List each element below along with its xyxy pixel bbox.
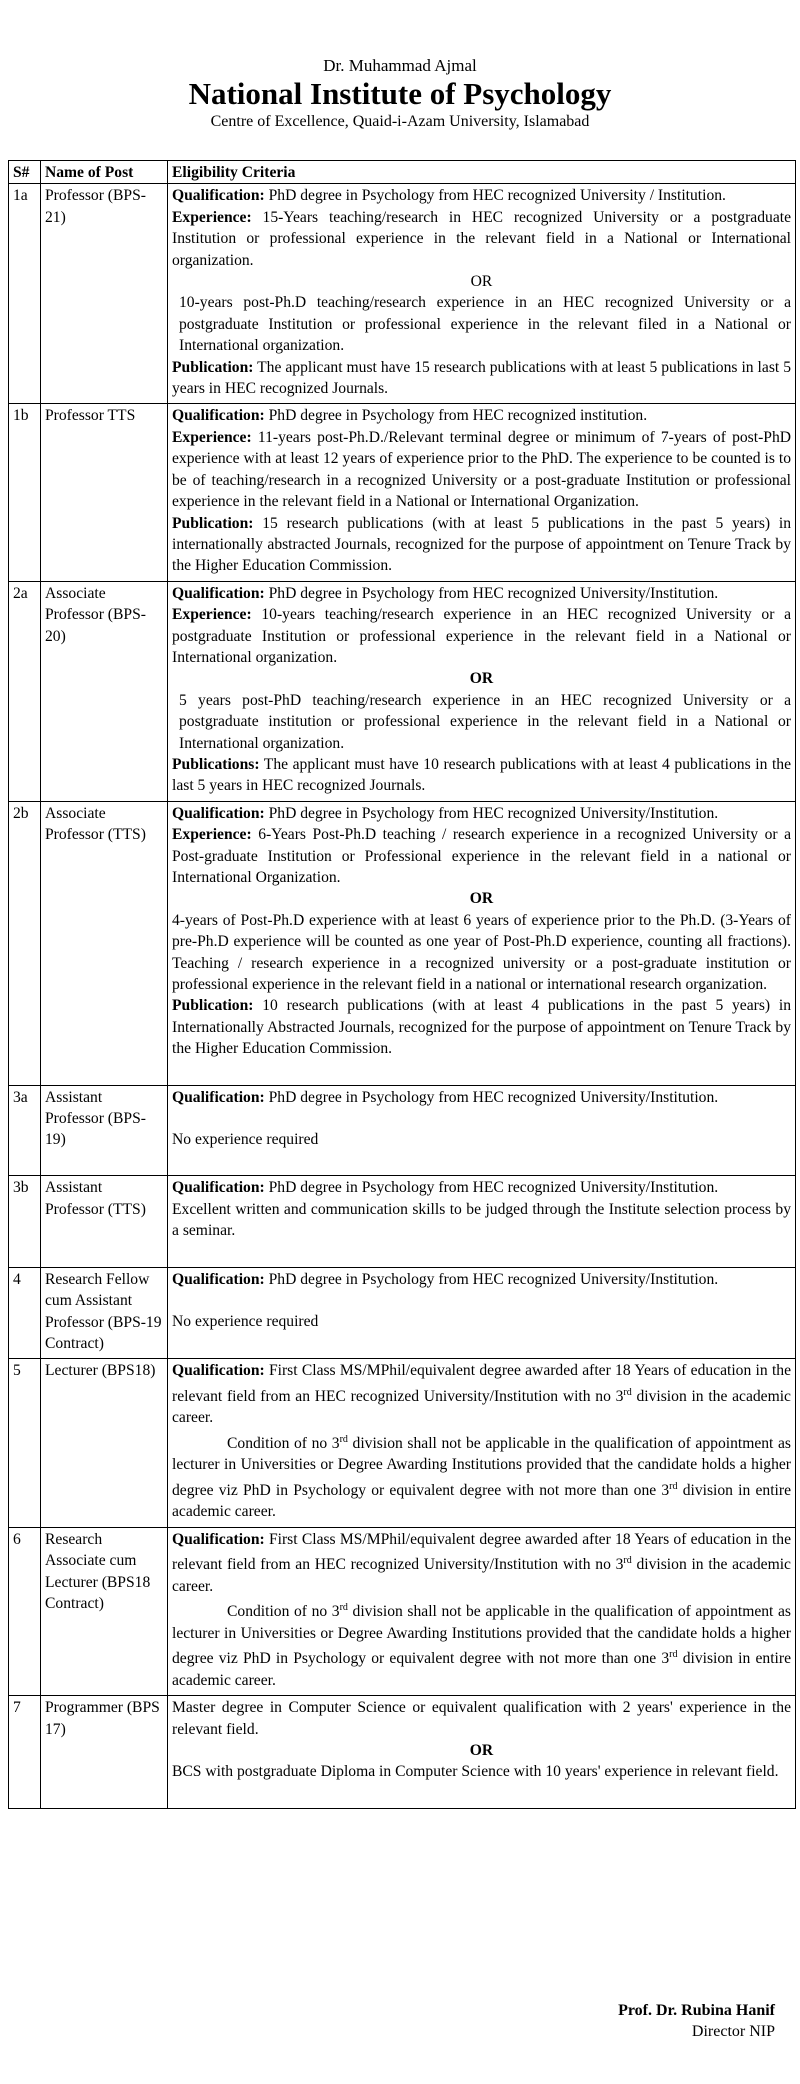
publications-text: Publications: The applicant must have 10 research publications with at least 4 publications in the last 5 years in HEC recognized Journals. [172,755,791,795]
qualification-text: Qualification: PhD degree in Psychology from HEC recognized University/Institution. [172,1088,719,1106]
qualification-text: Qualification: PhD degree in Psychology from HEC recognized University/Institution. [172,1270,719,1288]
experience-text: Experience: 11-years post-Ph.D./Relevant terminal degree or minimum of 7-years of post-PhD experience with at least 12 years of experience prior to the PhD. The experience to be counted is to be of teaching/research in a recognized University or a post-graduate Institution or professional experience in the relevant field in a National or International Organization. [172,428,791,511]
experience-text: Experience: 6-Years Post-Ph.D teaching / research experience in a recognized University or a Post-graduate Institution or Professional experience in the relevant field in a national or International Organization. [172,826,791,886]
experience-text: Experience: 15-Years teaching/research in HEC recognized University or a postgraduate Institution or professional experience in the relevant field in a National or International organization. [172,208,791,269]
requirement-alt-text: BCS with postgraduate Diploma in Computer Science with 10 years' experience in relevant field. [172,1763,779,1781]
row-criteria [168,184,796,404]
row-sno: 2b [9,801,41,1085]
header-sno: S# [9,161,41,184]
eligibility-table [8,160,796,1809]
row-sno: 3b [9,1176,41,1267]
table-header-row [9,161,796,184]
row-criteria [168,1527,796,1695]
alternative-experience: 4-years of Post-Ph.D experience with at least 6 years of experience prior to the Ph.D. (3-Years of pre-Ph.D experience will be counted as one year of Post-Ph.D experience, counting all fractions). Teaching / research experience in a recognized university or a post-graduate institution or professional experience in the relevant field in a national or international research organization. [172,911,791,994]
qualification-text: Qualification: First Class MS/MPhil/equivalent degree awarded after 18 Years of education in the relevant field from an HEC recognized University/Institution with no 3rd division in the academic career. [172,1362,791,1427]
row-sno: 1b [9,404,41,581]
row-criteria [168,581,796,801]
row-post: Professor TTS [41,404,168,581]
table-row [9,581,796,801]
row-sno: 4 [9,1267,41,1359]
row-criteria [168,1267,796,1359]
row-sno: 7 [9,1696,41,1809]
signatory-title: Director NIP [691,2023,775,2040]
signature-block [618,2000,775,2042]
row-criteria [168,1696,796,1809]
row-criteria [168,1176,796,1267]
institute-title: National Institute of Psychology [188,76,612,111]
table-row [9,1085,796,1176]
publication-text: Publication: The applicant must have 15 research publications with at least 5 publications in last 5 years in HEC recognized Journals. [172,358,791,398]
signatory-name: Prof. Dr. Rubina Hanif [618,2002,775,2019]
or-separator: OR [469,670,494,688]
table-row [9,1527,796,1695]
row-post: Research Fellow cum Assistant Professor (BPS-19 Contract) [41,1267,168,1359]
row-criteria [168,404,796,581]
row-post: Assistant Professor (TTS) [41,1176,168,1267]
row-post: Assistant Professor (BPS-19) [41,1085,168,1176]
qualification-text: Qualification: PhD degree in Psychology from HEC recognized University/Institution. [172,1179,719,1197]
header-criteria: Eligibility Criteria [168,161,796,184]
table-row [9,184,796,404]
row-criteria [168,1085,796,1176]
publication-text: Publication: 15 research publications (with at least 5 publications in the past 5 years) in internationally abstracted Journals, recognized for the purpose of appointment on Tenure Track by the Higher Education Commission. [172,514,791,575]
or-separator: OR [469,1741,494,1759]
header-post: Name of Post [41,161,168,184]
row-sno: 2a [9,581,41,801]
qualification-text: Qualification: PhD degree in Psychology from HEC recognized University/Institution. [172,584,719,602]
selection-note: Excellent written and communication skills to be judged through the Institute selection process by a seminar. [172,1200,791,1240]
document-header [0,56,800,132]
alternative-experience: 10-years post-Ph.D teaching/research experience in an HEC recognized University or a postgraduate Institution or professional experience in the relevant filed in a National or International organization. [179,294,791,355]
row-sno: 6 [9,1527,41,1695]
person-name: Dr. Muhammad Ajmal [323,56,477,75]
condition-text: Condition of no 3rd division shall not be applicable in the qualification of appointment as lecturer in Universities or Degree Awarding Institutions provided that the candidate holds a higher degree viz PhD in Psychology or equivalent degree with not more than one 3rd division in entire academic career. [172,1433,791,1521]
experience-note: No experience required [172,1313,319,1331]
row-post: Associate Professor (BPS-20) [41,581,168,801]
row-sno: 5 [9,1359,41,1527]
qualification-text: Qualification: PhD degree in Psychology from HEC recognized University/Institution. [172,804,719,822]
publication-text: Publication: 10 research publications (with at least 4 publications in the past 5 years) in Internationally Abstracted Journals, recognized for the purpose of appointment on Tenure Track by the Higher Education Commission. [172,997,791,1058]
experience-text: Experience: 10-years teaching/research experience in an HEC recognized University or a postgraduate Institution or professional experience in the relevant field in a National or International organization. [172,606,791,666]
qualification-text: Qualification: PhD degree in Psychology from HEC recognized institution. [172,407,648,425]
row-sno: 3a [9,1085,41,1176]
row-sno: 1a [9,184,41,404]
institute-subtitle: Centre of Excellence, Quaid-i-Azam University, Islamabad [210,113,590,130]
table-row [9,1359,796,1527]
experience-note: No experience required [172,1131,319,1149]
row-post: Programmer (BPS 17) [41,1696,168,1809]
qualification-text: Qualification: First Class MS/MPhil/equivalent degree awarded after 18 Years of education in the relevant field from an HEC recognized University/Institution with no 3rd division in the academic career. [172,1530,791,1595]
or-separator: OR [469,890,494,908]
row-post: Lecturer (BPS18) [41,1359,168,1527]
table-row [9,404,796,581]
qualification-text: Qualification: PhD degree in Psychology from HEC recognized University / Institution. [172,187,726,205]
table-row [9,1267,796,1359]
row-post: Associate Professor (TTS) [41,801,168,1085]
condition-text: Condition of no 3rd division shall not be applicable in the qualification of appointment as lecturer in Universities or Degree Awarding Institutions provided that the candidate holds a higher degree viz PhD in Psychology or equivalent degree with not more than one 3rd division in entire academic career. [172,1602,791,1689]
row-post: Research Associate cum Lecturer (BPS18 Contract) [41,1527,168,1695]
alternative-experience: 5 years post-PhD teaching/research experience in an HEC recognized University or a postgraduate institution or professional experience in the relevant field in a National or International organization. [179,691,791,752]
row-criteria [168,1359,796,1527]
requirement-text: Master degree in Computer Science or equivalent qualification with 2 years' experience in the relevant field. [172,1699,791,1738]
row-criteria [168,801,796,1085]
table-row [9,1696,796,1809]
table-row [9,801,796,1085]
row-post: Professor (BPS-21) [41,184,168,404]
or-separator: OR [470,273,493,291]
table-row [9,1176,796,1267]
